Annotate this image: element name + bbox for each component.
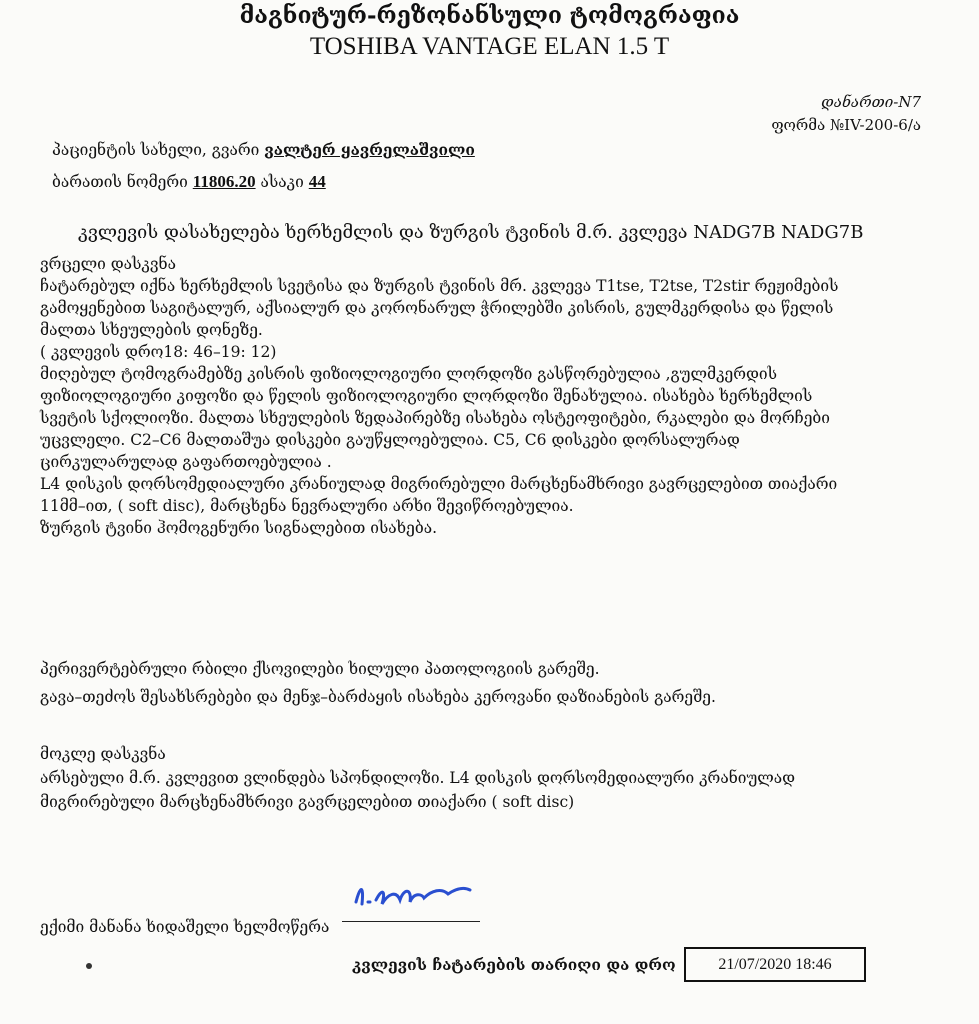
card-label: ბარათის ნომერი bbox=[52, 173, 188, 191]
report-line: უცვლელი. C2–C6 მალთაშუა დისკები გაუწყლოებულია. C5, C6 დისკები დორსალურად bbox=[40, 431, 740, 449]
study-title: კვლევის დასახელება ხერხემლის და ზურგის ტვინის მ.რ. კვლევა NADG7B NADG7B bbox=[78, 222, 864, 243]
form-number: ფორმა №IV-200-6/ა bbox=[771, 116, 921, 134]
device-title: TOSHIBA VANTAGE ELAN 1.5 T bbox=[309, 33, 670, 60]
report-line: L4 დისკის დორსომედიალური კრანიულად მიგრირებული მარცხენამხრივი გავრცელებით თიაქარი bbox=[40, 475, 838, 493]
report-line: 11მმ–ით, ( soft disc), მარცხენა ნევრალური არხი შევიწროებულია. bbox=[40, 497, 574, 515]
patient-name-row bbox=[52, 140, 475, 159]
report-line: მოკლე დასკვნა bbox=[40, 745, 166, 763]
page-title: მაგნიტურ-რეზონანსული ტომოგრაფია bbox=[239, 2, 740, 29]
report-line: მალთა სხეულების დონეზე. bbox=[40, 321, 263, 339]
patient-card-row bbox=[52, 172, 326, 192]
report-line: მიღებულ ტომოგრამებზე კისრის ფიზიოლოგიური ლორდოზი გასწორებულია ,გულმკერდის bbox=[40, 365, 777, 383]
report-line: მიგრირებული მარცხენამხრივი გავრცელებით თიაქარი ( soft disc) bbox=[40, 793, 575, 811]
study-date-box bbox=[684, 947, 866, 982]
study-date-label: კვლევის ჩატარების თარიღი და დრო bbox=[352, 955, 676, 974]
report-line: არსებული მ.რ. კვლევით ვლინდება სპონდილოზი. L4 დისკის დორსომედიალური კრანიულად bbox=[40, 769, 796, 787]
report-line: ცირკულარულად გაფართოებულია . bbox=[40, 453, 332, 471]
ink-spot bbox=[86, 963, 92, 969]
patient-name-label: პაციენტის სახელი, გვარი bbox=[52, 141, 260, 159]
report-line: ზურგის ტვინი ჰომოგენური სიგნალებით ისახება. bbox=[40, 519, 438, 537]
doctor-signature-label: ექიმი მანანა ხიდაშელი ხელმოწერა bbox=[40, 918, 330, 936]
card-value: 11806.20 bbox=[192, 172, 256, 191]
age-value: 44 bbox=[308, 172, 326, 191]
study-date-value: 21/07/2020 18:46 bbox=[718, 956, 832, 973]
report-line: პერივერტებრული რბილი ქსოვილები ხილული პათოლოგიის გარეშე. bbox=[40, 660, 600, 678]
patient-name-value: ვალტერ ყავრელაშვილი bbox=[264, 140, 475, 159]
signature-image bbox=[352, 880, 474, 916]
report-line: ( კვლევის დრო18: 46–19: 12) bbox=[40, 343, 277, 361]
report-line: ფიზიოლოგიური კიფოზი და წელის ფიზიოლოგიური ლორდოზი შენახულია. ისახება ხერხემლის bbox=[40, 387, 813, 405]
report-line: გავა–თეძოს შესახსრებები და მენჯ–ბარძაყის ისახება კეროვანი დაზიანების გარეშე. bbox=[40, 688, 716, 706]
report-line: ვრცელი დასკვნა bbox=[40, 255, 176, 273]
report-line: გამოყენებით საგიტალურ, აქსიალურ და კორონარულ ჭრილებში კისრის, გულმკერდისა და წელის bbox=[40, 299, 834, 317]
report-line: ჩატარებულ იქნა ხერხემლის სვეტისა და ზურგის ტვინის მრ. კვლევა T1tse, T2tse, T2stir რეჟიმების bbox=[40, 277, 839, 295]
age-label: ასაკი bbox=[260, 173, 304, 191]
attachment-number: დანართი-N7 bbox=[821, 93, 921, 111]
report-line: სვეტის სქოლიოზი. მალთა სხეულების ზედაპირებზე ისახება ოსტეოფიტები, რკალები და მორჩები bbox=[40, 409, 830, 427]
